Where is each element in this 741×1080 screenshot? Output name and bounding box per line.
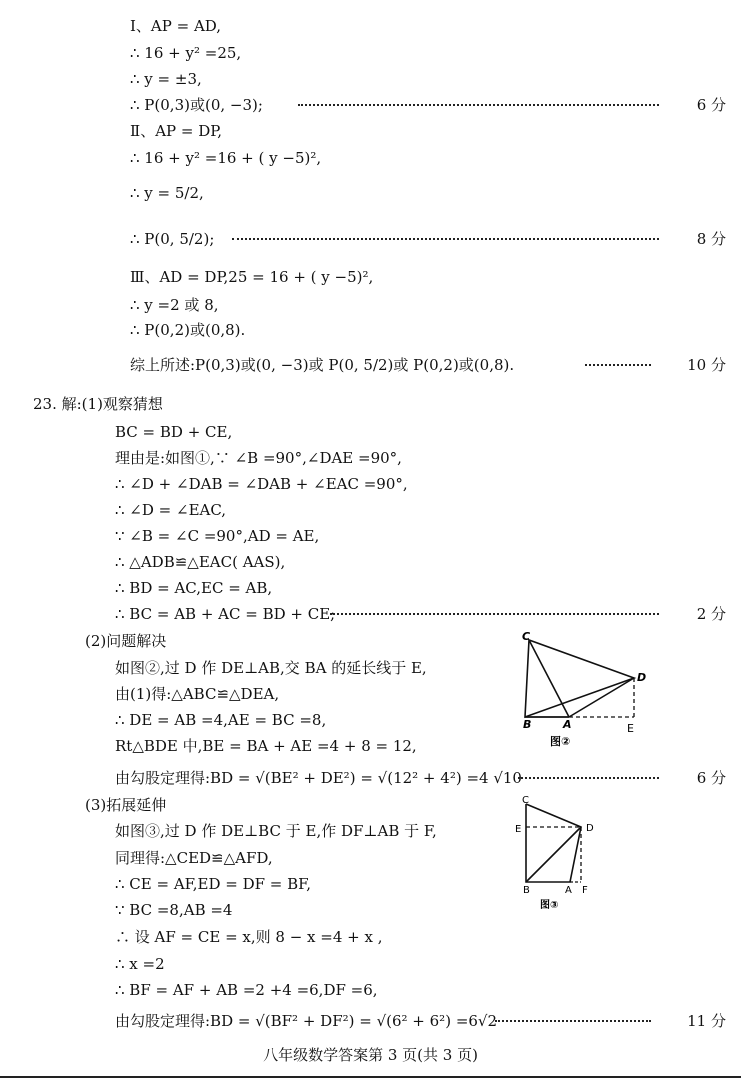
summary-line: 综上所述:P(0,3)或(0, −3)或 P(0, 5/2)或 P(0,2)或(0,8). — [130, 356, 515, 374]
case-2-equation: ∴ 16 + y² =16 + ( y −5)², — [130, 149, 322, 167]
bottom-rule — [0, 1076, 741, 1078]
part-2-result: 由勾股定理得:BD = √(BE² + DE²) = √(12² + 4²) =4 √10 — [115, 769, 522, 787]
case-3-point: ∴ P(0,2)或(0,8). — [130, 321, 246, 339]
question-23-heading: 23. 解:(1)观察猜想 — [33, 395, 163, 413]
point-label: C — [522, 630, 531, 643]
proof-step: ∴ ∠D = ∠EAC, — [115, 501, 227, 519]
figure-3 — [510, 792, 610, 914]
part-3-step: ∴ 设 AF = CE = x,则 8 − x =4 + x , — [115, 928, 383, 946]
point-label: B — [523, 885, 530, 896]
figure-2-caption: 图② — [550, 735, 571, 748]
proof-step: ∴ BD = AC,EC = AB, — [115, 579, 273, 597]
page-footer: 八年级数学答案第 3 页(共 3 页) — [263, 1046, 478, 1064]
part-3-step: ∴ BF = AF + AB =2 +4 =6,DF =6, — [115, 981, 378, 999]
point-label: E — [627, 722, 634, 735]
part-3-step: 如图③,过 D 作 DE⊥BC 于 E,作 DF⊥AB 于 F, — [115, 822, 437, 840]
score-leader — [330, 613, 659, 615]
figure-2-triangles — [525, 640, 634, 717]
score-leader — [232, 238, 659, 240]
figure-3-quadrilateral — [526, 804, 581, 882]
score-leader — [518, 777, 659, 779]
part-2-step: 如图②,过 D 作 DE⊥AB,交 BA 的延长线于 E, — [115, 659, 427, 677]
figure-2 — [512, 628, 662, 750]
point-label: A — [565, 885, 572, 896]
score-mark: 2 分 — [696, 605, 726, 623]
part-2-step: 由(1)得:△ABC≌△DEA, — [115, 685, 280, 703]
point-label: E — [515, 824, 522, 835]
point-label: A — [563, 718, 572, 731]
case-1-equation: ∴ 16 + y² =25, — [130, 44, 242, 62]
conjecture-line: BC = BD + CE, — [115, 423, 233, 441]
proof-step: ∵ ∠B = ∠C =90°,AD = AE, — [115, 527, 320, 545]
case-1-point: ∴ P(0,3)或(0, −3); — [130, 96, 263, 114]
case-1-solution: ∴ y = ±3, — [130, 70, 202, 88]
score-mark: 10 分 — [687, 356, 726, 374]
reason-line: 理由是:如图①,∵ ∠B =90°,∠DAE =90°, — [115, 449, 402, 467]
proof-step: ∴ ∠D + ∠DAB = ∠DAB + ∠EAC =90°, — [115, 475, 408, 493]
figure-3-diagonal-bd — [526, 827, 581, 882]
score-mark: 8 分 — [696, 230, 726, 248]
score-leader — [495, 1020, 651, 1022]
part-3-heading: (3)拓展延伸 — [85, 796, 167, 814]
part-3-step: ∴ x =2 — [115, 955, 165, 973]
part-3-step: ∴ CE = AF,ED = DF = BF, — [115, 875, 311, 893]
case-1-condition: Ⅰ、AP = AD, — [130, 17, 222, 35]
part-3-result: 由勾股定理得:BD = √(BF² + DF²) = √(6² + 6²) =6√2 — [115, 1012, 498, 1030]
point-label: D — [586, 823, 594, 834]
score-leader — [298, 104, 659, 106]
part-3-step: 同理得:△CED≌△AFD, — [115, 849, 273, 867]
case-3-condition: Ⅲ、AD = DP,25 = 16 + ( y −5)², — [130, 268, 374, 286]
case-3-solution: ∴ y =2 或 8, — [130, 296, 219, 314]
score-mark: 6 分 — [696, 96, 726, 114]
case-2-condition: Ⅱ、AP = DP, — [130, 122, 223, 140]
figure-3-caption: 图③ — [540, 900, 559, 911]
point-label: C — [522, 795, 529, 806]
point-label: B — [523, 718, 532, 731]
case-2-solution: ∴ y = 5/2, — [130, 184, 204, 202]
score-mark: 6 分 — [696, 769, 726, 787]
score-mark: 11 分 — [687, 1012, 726, 1030]
score-leader — [585, 364, 651, 366]
proof-conclusion: ∴ BC = AB + AC = BD + CE; — [115, 605, 336, 623]
case-2-point: ∴ P(0, 5/2); — [130, 230, 215, 248]
point-label: F — [582, 885, 588, 896]
part-2-step: ∴ DE = AB =4,AE = BC =8, — [115, 711, 327, 729]
point-label: D — [637, 671, 647, 684]
part-2-heading: (2)问题解决 — [85, 632, 167, 650]
part-3-step: ∵ BC =8,AB =4 — [115, 901, 233, 919]
proof-step: ∴ △ADB≌△EAC( AAS), — [115, 553, 286, 571]
part-2-step: Rt△BDE 中,BE = BA + AE =4 + 8 = 12, — [115, 737, 417, 755]
